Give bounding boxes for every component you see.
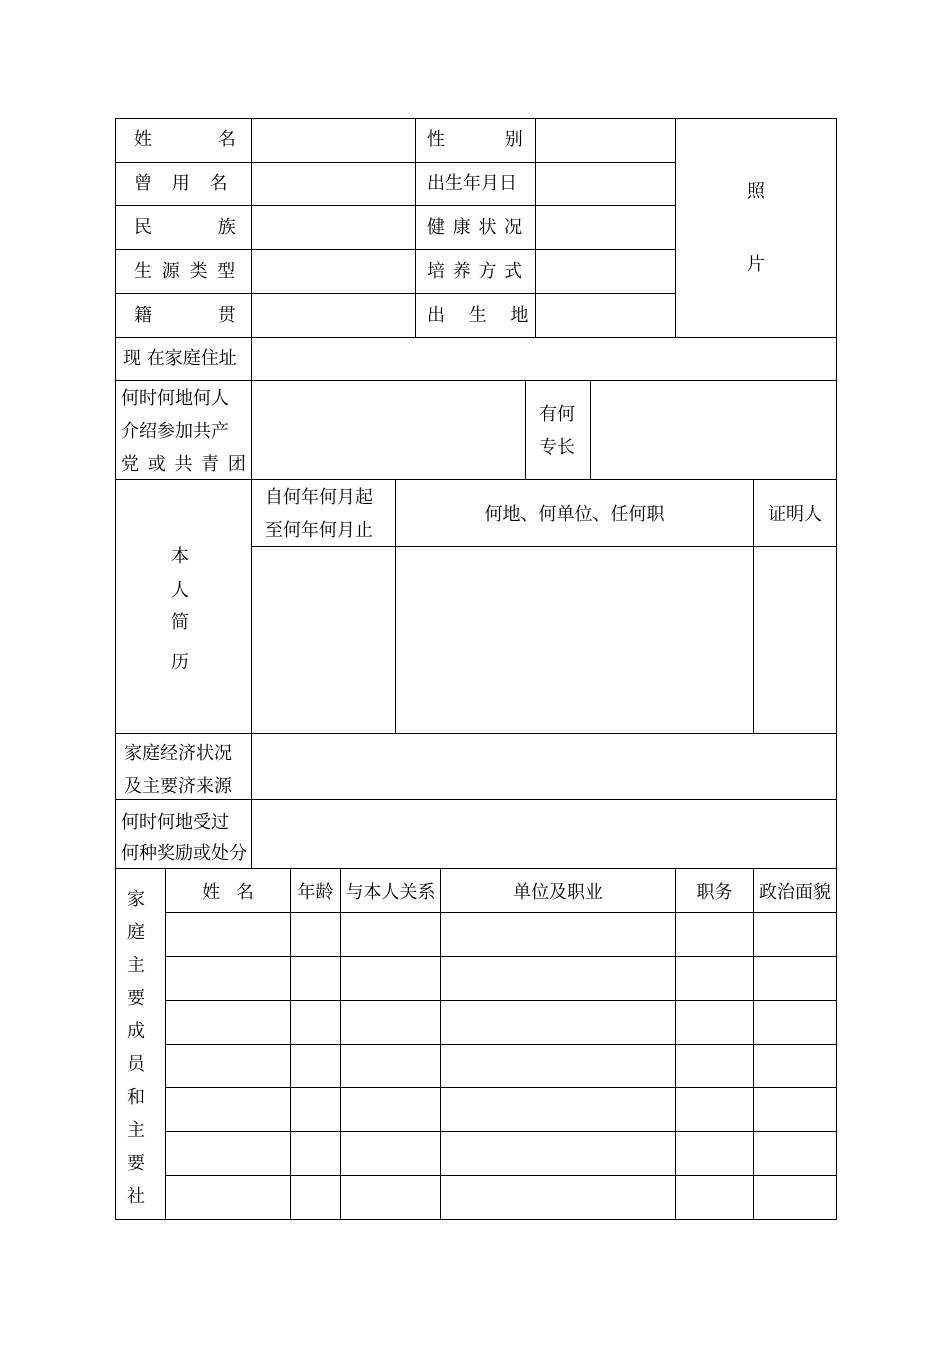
birthplace-label: 出 生 地: [427, 305, 529, 326]
economy-field[interactable]: [252, 734, 836, 799]
student-source-field[interactable]: [252, 250, 415, 293]
period-header-line1: 自何年何月起: [265, 487, 373, 508]
native-place-field[interactable]: [252, 294, 415, 337]
party-label-line1: 何时何地何人: [121, 388, 229, 409]
family-header-unit: 单位及职业: [513, 881, 603, 903]
family-row[interactable]: [166, 1176, 836, 1219]
student-source-label: 生 源 类 型: [134, 261, 236, 282]
family-row[interactable]: [166, 913, 836, 956]
family-header-name: 姓 名: [202, 881, 254, 903]
resume-label-char: 简: [171, 612, 189, 633]
family-side-char: 员: [127, 1054, 145, 1075]
witness-field[interactable]: [754, 547, 836, 733]
health-label: 健 康 状 况: [427, 217, 523, 238]
economy-label-line1: 家庭经济状况: [124, 743, 232, 764]
family-row[interactable]: [166, 1045, 836, 1087]
family-side-char: 主: [127, 955, 145, 976]
ethnicity-label: 民 族: [134, 217, 236, 238]
address-field[interactable]: [252, 338, 836, 380]
family-header-duty: 职务: [696, 881, 733, 903]
family-side-char: 成: [127, 1021, 145, 1042]
former-name-field[interactable]: [252, 163, 415, 205]
family-side-char: 家: [127, 889, 145, 910]
rule: [115, 1219, 837, 1220]
economy-label-line2: 及主要济来源: [124, 776, 232, 797]
birthplace-field[interactable]: [536, 294, 675, 337]
family-side-char: 社: [127, 1186, 145, 1207]
health-field[interactable]: [536, 206, 675, 249]
family-header-political: 政治面貌: [759, 881, 831, 903]
resume-label-char: 本: [171, 546, 189, 567]
name-field[interactable]: [252, 119, 415, 162]
family-side-char: 庭: [127, 922, 145, 943]
rule: [836, 118, 837, 1220]
family-row[interactable]: [166, 1088, 836, 1131]
name-label: 姓 名: [134, 129, 236, 150]
address-label: 现 在家庭住址: [123, 348, 237, 369]
rewards-label-line2: 何种奖励或处分: [121, 843, 247, 864]
resume-label-char: 人: [171, 580, 189, 601]
family-header-age: 年龄: [297, 881, 334, 903]
training-mode-label: 培 养 方 式: [427, 261, 523, 282]
photo-label-2: 片: [747, 254, 765, 275]
party-label-line3: 党 或 共 青 团: [121, 454, 246, 475]
training-mode-field[interactable]: [536, 250, 675, 293]
birth-date-label: 出生年月日: [427, 173, 517, 194]
family-row[interactable]: [166, 1001, 836, 1044]
photo-label-1: 照: [747, 181, 765, 202]
resume-label-char: 历: [171, 652, 189, 673]
period-field[interactable]: [252, 547, 395, 733]
gender-field[interactable]: [536, 119, 675, 162]
ethnicity-field[interactable]: [252, 206, 415, 249]
rule: [525, 380, 526, 480]
native-place-label: 籍 贯: [134, 305, 236, 326]
family-side-char: 要: [127, 988, 145, 1009]
photo-box[interactable]: [676, 119, 836, 337]
party-label-line2: 介绍参加共产: [121, 421, 229, 442]
gender-label: 性 别: [427, 129, 523, 150]
period-header-line2: 至何年何月止: [265, 520, 373, 541]
witness-header: 证明人: [768, 504, 822, 525]
specialty-label-line2: 专长: [539, 437, 575, 458]
family-header-relation: 与本人关系: [345, 881, 436, 903]
party-field[interactable]: [252, 381, 525, 479]
rewards-field[interactable]: [252, 800, 836, 868]
specialty-label-line1: 有何: [539, 404, 575, 425]
position-field[interactable]: [396, 547, 753, 733]
former-name-label: 曾 用 名: [134, 173, 228, 194]
rule: [415, 118, 416, 337]
family-side-char: 主: [127, 1120, 145, 1141]
specialty-field[interactable]: [591, 381, 836, 479]
rewards-label-line1: 何时何地受过: [121, 812, 229, 833]
family-side-char: 和: [127, 1087, 145, 1108]
birth-date-field[interactable]: [536, 163, 675, 205]
family-row[interactable]: [166, 957, 836, 1000]
rule: [115, 118, 116, 1220]
family-side-char: 要: [127, 1153, 145, 1174]
position-header: 何地、何单位、任何职: [484, 504, 665, 525]
family-row[interactable]: [166, 1132, 836, 1175]
